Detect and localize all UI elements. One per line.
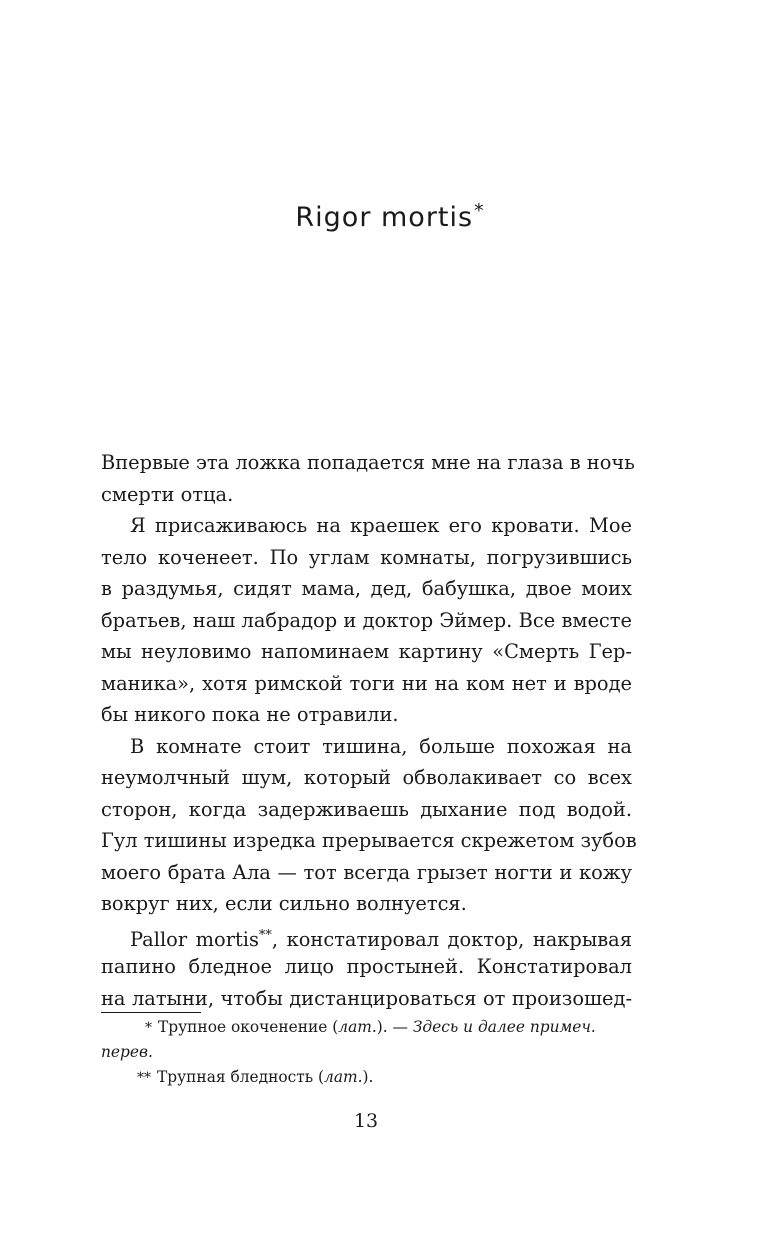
footnote-translator-note: Здесь и далее примеч. [412,1018,596,1036]
footnote-reference-mark: ** [258,927,272,943]
footnote-symbol: * [145,1020,152,1036]
text-line: В комнате стоит тишина, больше похожая на [130,734,632,758]
text-line: вокруг них, если сильно волнуется. [101,892,467,915]
chapter-title-footnote-mark: * [474,200,485,222]
text-line: моего брата Ала — тот всегда грызет ногти и кожу [101,860,632,884]
text-line: Я присаживаюсь на краешек его кровати. Мое [130,514,632,537]
text-line: маника», хотя римской тоги ни на ком нет и вроде [101,671,632,695]
latin-term: Pallor mortis [130,927,259,951]
text-line: в раздумья, сидят мама, дед, бабушка, двое моих [101,577,632,600]
chapter-title [0,200,740,233]
footnote-divider [101,1012,201,1013]
footnote-text: ). — [376,1018,413,1036]
footnote-translator-note: перев. [101,1043,153,1061]
text-line: сторон, когда задерживаешь дыхание под водой. [101,797,632,821]
text-line: папино бледное лицо простыней. Констатировал [101,955,632,978]
text-line: бы никого пока не отравили. [101,703,399,726]
text-line [101,920,632,952]
footnotes [101,1015,632,1090]
chapter-title-text: Rigor mortis [295,202,474,233]
footnote-lang: лат. [324,1068,363,1086]
footnote-2 [101,1065,632,1090]
footnote-symbol: ** [137,1070,151,1086]
text-line-rest: , констатировал доктор, накрывая [271,927,632,951]
text-line: тело коченеет. По углам комнаты, погрузившись [101,545,632,569]
footnote-text: ). [362,1068,374,1086]
text-line: Впервые эта ложка попадается мне на глаза в ночь [101,451,635,474]
footnote-1 [101,1015,632,1040]
text-line: неумолчный шум, который обволакивает со всех [101,766,632,789]
footnote-lang: лат. [338,1018,377,1036]
footnote-text: Трупная бледность ( [157,1068,325,1086]
page-number: 13 [353,1110,379,1132]
footnote-text: Трупное окоченение ( [158,1018,339,1036]
text-line: Гул тишины изредка прерывается скрежетом зубов [101,829,637,852]
text-line: мы неуловимо напоминаем картину «Смерть Гер- [101,640,632,663]
text-line: на латыни, чтобы дистанцироваться от произошед- [101,986,632,1010]
footnote-1-continued [101,1040,632,1065]
body-text [101,447,637,1014]
text-line: смерти отца. [101,482,234,506]
text-line: братьев, наш лабрадор и доктор Эймер. Все вместе [101,608,632,632]
